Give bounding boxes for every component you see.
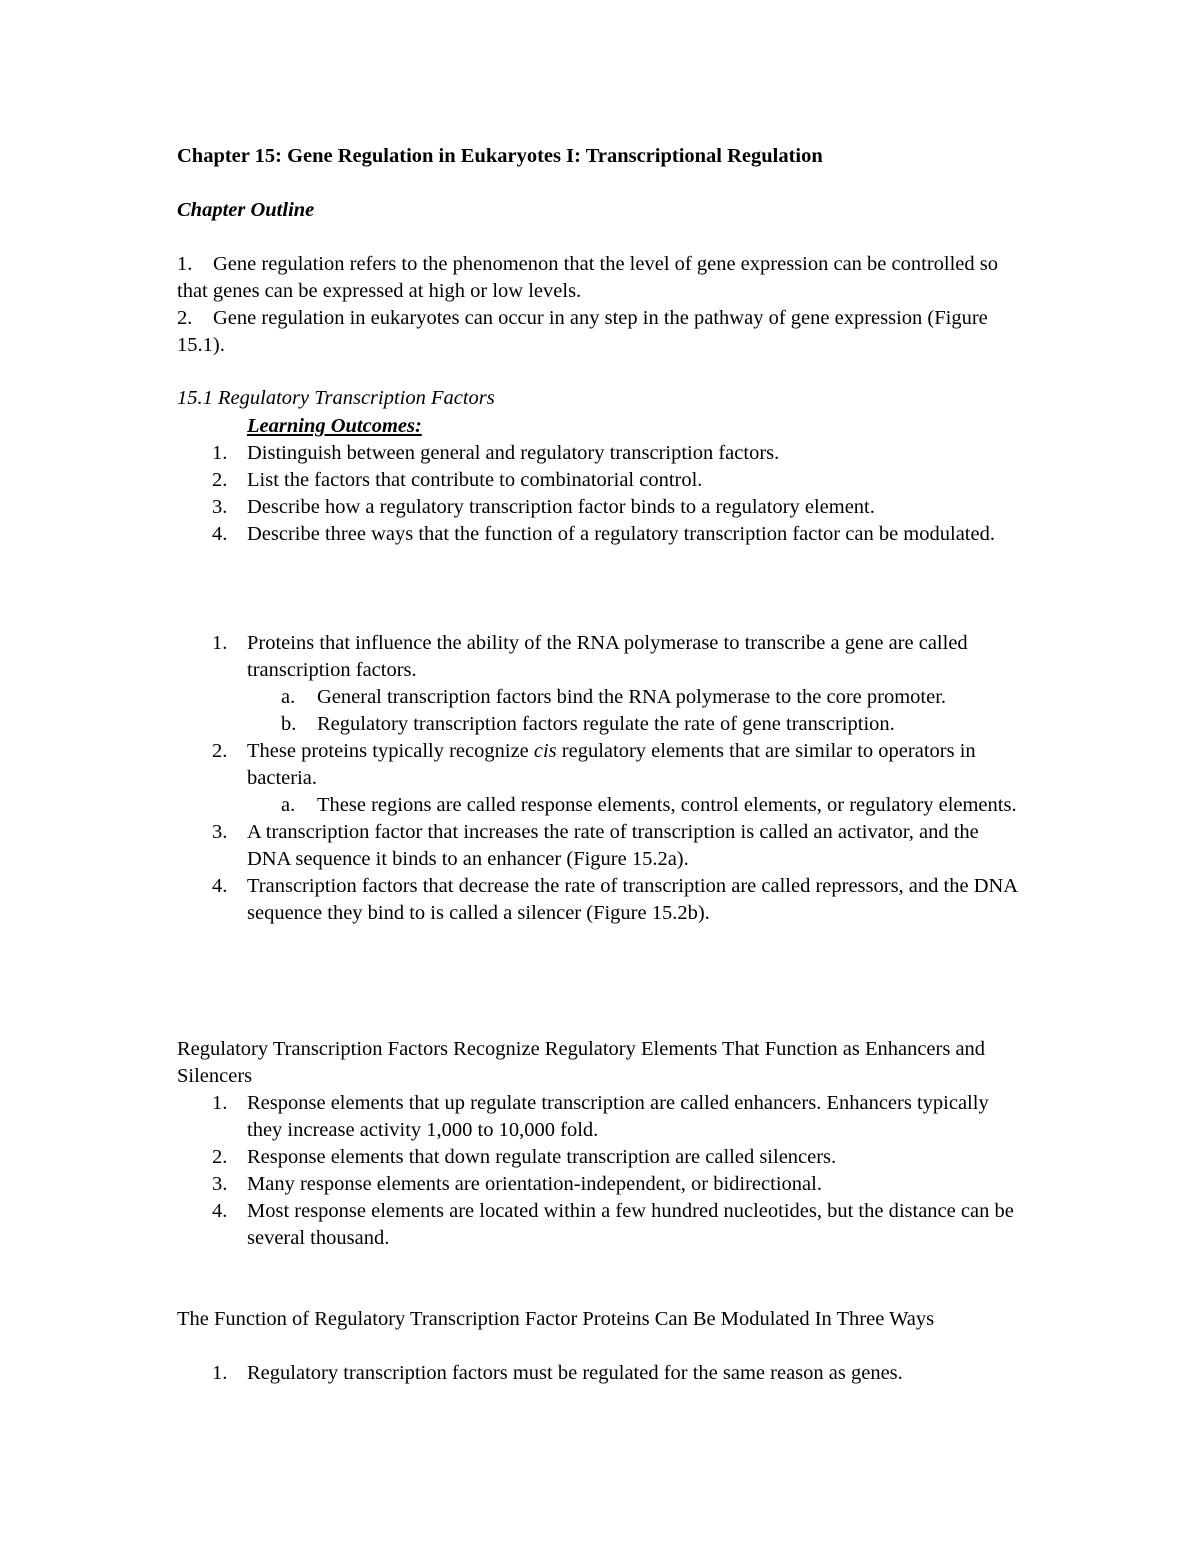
enhancers-list <box>212 1090 1027 1252</box>
sub-list <box>247 684 1027 738</box>
list-number: 2. <box>212 740 228 762</box>
list-text: List the factors that contribute to combinatorial control. <box>247 469 703 491</box>
list-text: Distinguish between general and regulatory transcription factors. <box>247 442 780 464</box>
list-number: 1. <box>212 632 228 654</box>
list-number: 1. <box>212 1092 228 1114</box>
list-item <box>177 251 1027 305</box>
sub-list-item <box>281 711 1027 738</box>
list-item <box>212 819 1027 873</box>
list-number: 3. <box>212 821 228 843</box>
list-number: 1. <box>212 442 228 464</box>
enhancers-section-heading: Regulatory Transcription Factors Recognize Regulatory Elements That Function as Enhancers and Silencers <box>177 1038 986 1087</box>
learning-outcomes-list <box>212 440 1027 548</box>
list-text: Many response elements are orientation-independent, or bidirectional. <box>247 1173 822 1195</box>
list-number: 2. <box>177 307 193 329</box>
list-item <box>212 494 1027 521</box>
list-number: 4. <box>212 523 228 545</box>
list-item <box>212 440 1027 467</box>
list-item <box>212 873 1027 927</box>
list-text: Transcription factors that decrease the rate of transcription are called repressors, and the DNA sequence they bind to is called a silencer (Figure 15.2b). <box>247 875 1017 924</box>
list-text-before: These proteins typically recognize <box>247 740 534 762</box>
list-text: Proteins that influence the ability of the RNA polymerase to transcribe a gene are called transcription factors. <box>247 632 968 681</box>
list-item <box>212 467 1027 494</box>
list-text-italic: cis <box>533 740 557 762</box>
list-letter: a. <box>281 686 296 708</box>
list-number: 3. <box>212 1173 228 1195</box>
chapter-outline-label: Chapter Outline <box>177 199 315 221</box>
intro-list <box>177 251 1027 359</box>
list-text-after: regulatory elements that are similar to operators in bacteria. <box>247 740 976 789</box>
list-item <box>212 521 1027 548</box>
list-item <box>212 1198 1027 1252</box>
list-text: Gene regulation in eukaryotes can occur in any step in the pathway of gene expression (Figure 15.1). <box>177 307 988 356</box>
list-letter: b. <box>281 713 297 735</box>
sub-list-item <box>281 792 1027 819</box>
learning-outcomes-label: Learning Outcomes: <box>247 415 422 437</box>
list-item <box>212 1090 1027 1144</box>
list-letter: a. <box>281 794 296 816</box>
list-text: Gene regulation refers to the phenomenon that the level of gene expression can be controlled so that genes can be expressed at high or low levels. <box>177 253 998 302</box>
list-text: Describe three ways that the function of a regulatory transcription factor can be modulated. <box>247 523 995 545</box>
list-item <box>212 738 1027 819</box>
transcription-factors-list <box>212 630 1027 927</box>
list-text: General transcription factors bind the RNA polymerase to the core promoter. <box>317 686 947 708</box>
list-text: Regulatory transcription factors must be regulated for the same reason as genes. <box>247 1362 903 1384</box>
list-text: Most response elements are located within a few hundred nucleotides, but the distance can be several thousand. <box>247 1200 1014 1249</box>
modulation-section-heading: The Function of Regulatory Transcription Factor Proteins Can Be Modulated In Three Ways <box>177 1308 935 1330</box>
sub-list <box>247 792 1027 819</box>
section-heading-15-1: 15.1 Regulatory Transcription Factors <box>177 387 495 409</box>
list-item <box>212 1360 1027 1387</box>
list-number: 4. <box>212 1200 228 1222</box>
list-number: 3. <box>212 496 228 518</box>
list-number: 2. <box>212 1146 228 1168</box>
list-item <box>212 1171 1027 1198</box>
list-item <box>212 1144 1027 1171</box>
list-text: Describe how a regulatory transcription factor binds to a regulatory element. <box>247 496 875 518</box>
list-item <box>177 305 1027 359</box>
list-number: 4. <box>212 875 228 897</box>
list-item <box>212 630 1027 738</box>
sub-list-item <box>281 684 1027 711</box>
modulation-list <box>212 1360 1027 1387</box>
list-text: Response elements that down regulate transcription are called silencers. <box>247 1146 837 1168</box>
list-number: 1. <box>177 253 193 275</box>
list-text: Regulatory transcription factors regulate the rate of gene transcription. <box>317 713 895 735</box>
list-number: 2. <box>212 469 228 491</box>
list-number: 1. <box>212 1362 228 1384</box>
list-text: A transcription factor that increases the rate of transcription is called an activator, and the DNA sequence it binds to an enhancer (Figure 15.2a). <box>247 821 979 870</box>
list-text: These regions are called response elements, control elements, or regulatory elements. <box>317 794 1017 816</box>
list-text: Response elements that up regulate transcription are called enhancers. Enhancers typically they increase activity 1,000 to 10,000 fold. <box>247 1092 989 1141</box>
chapter-title: Chapter 15: Gene Regulation in Eukaryotes I: Transcriptional Regulation <box>177 145 823 167</box>
